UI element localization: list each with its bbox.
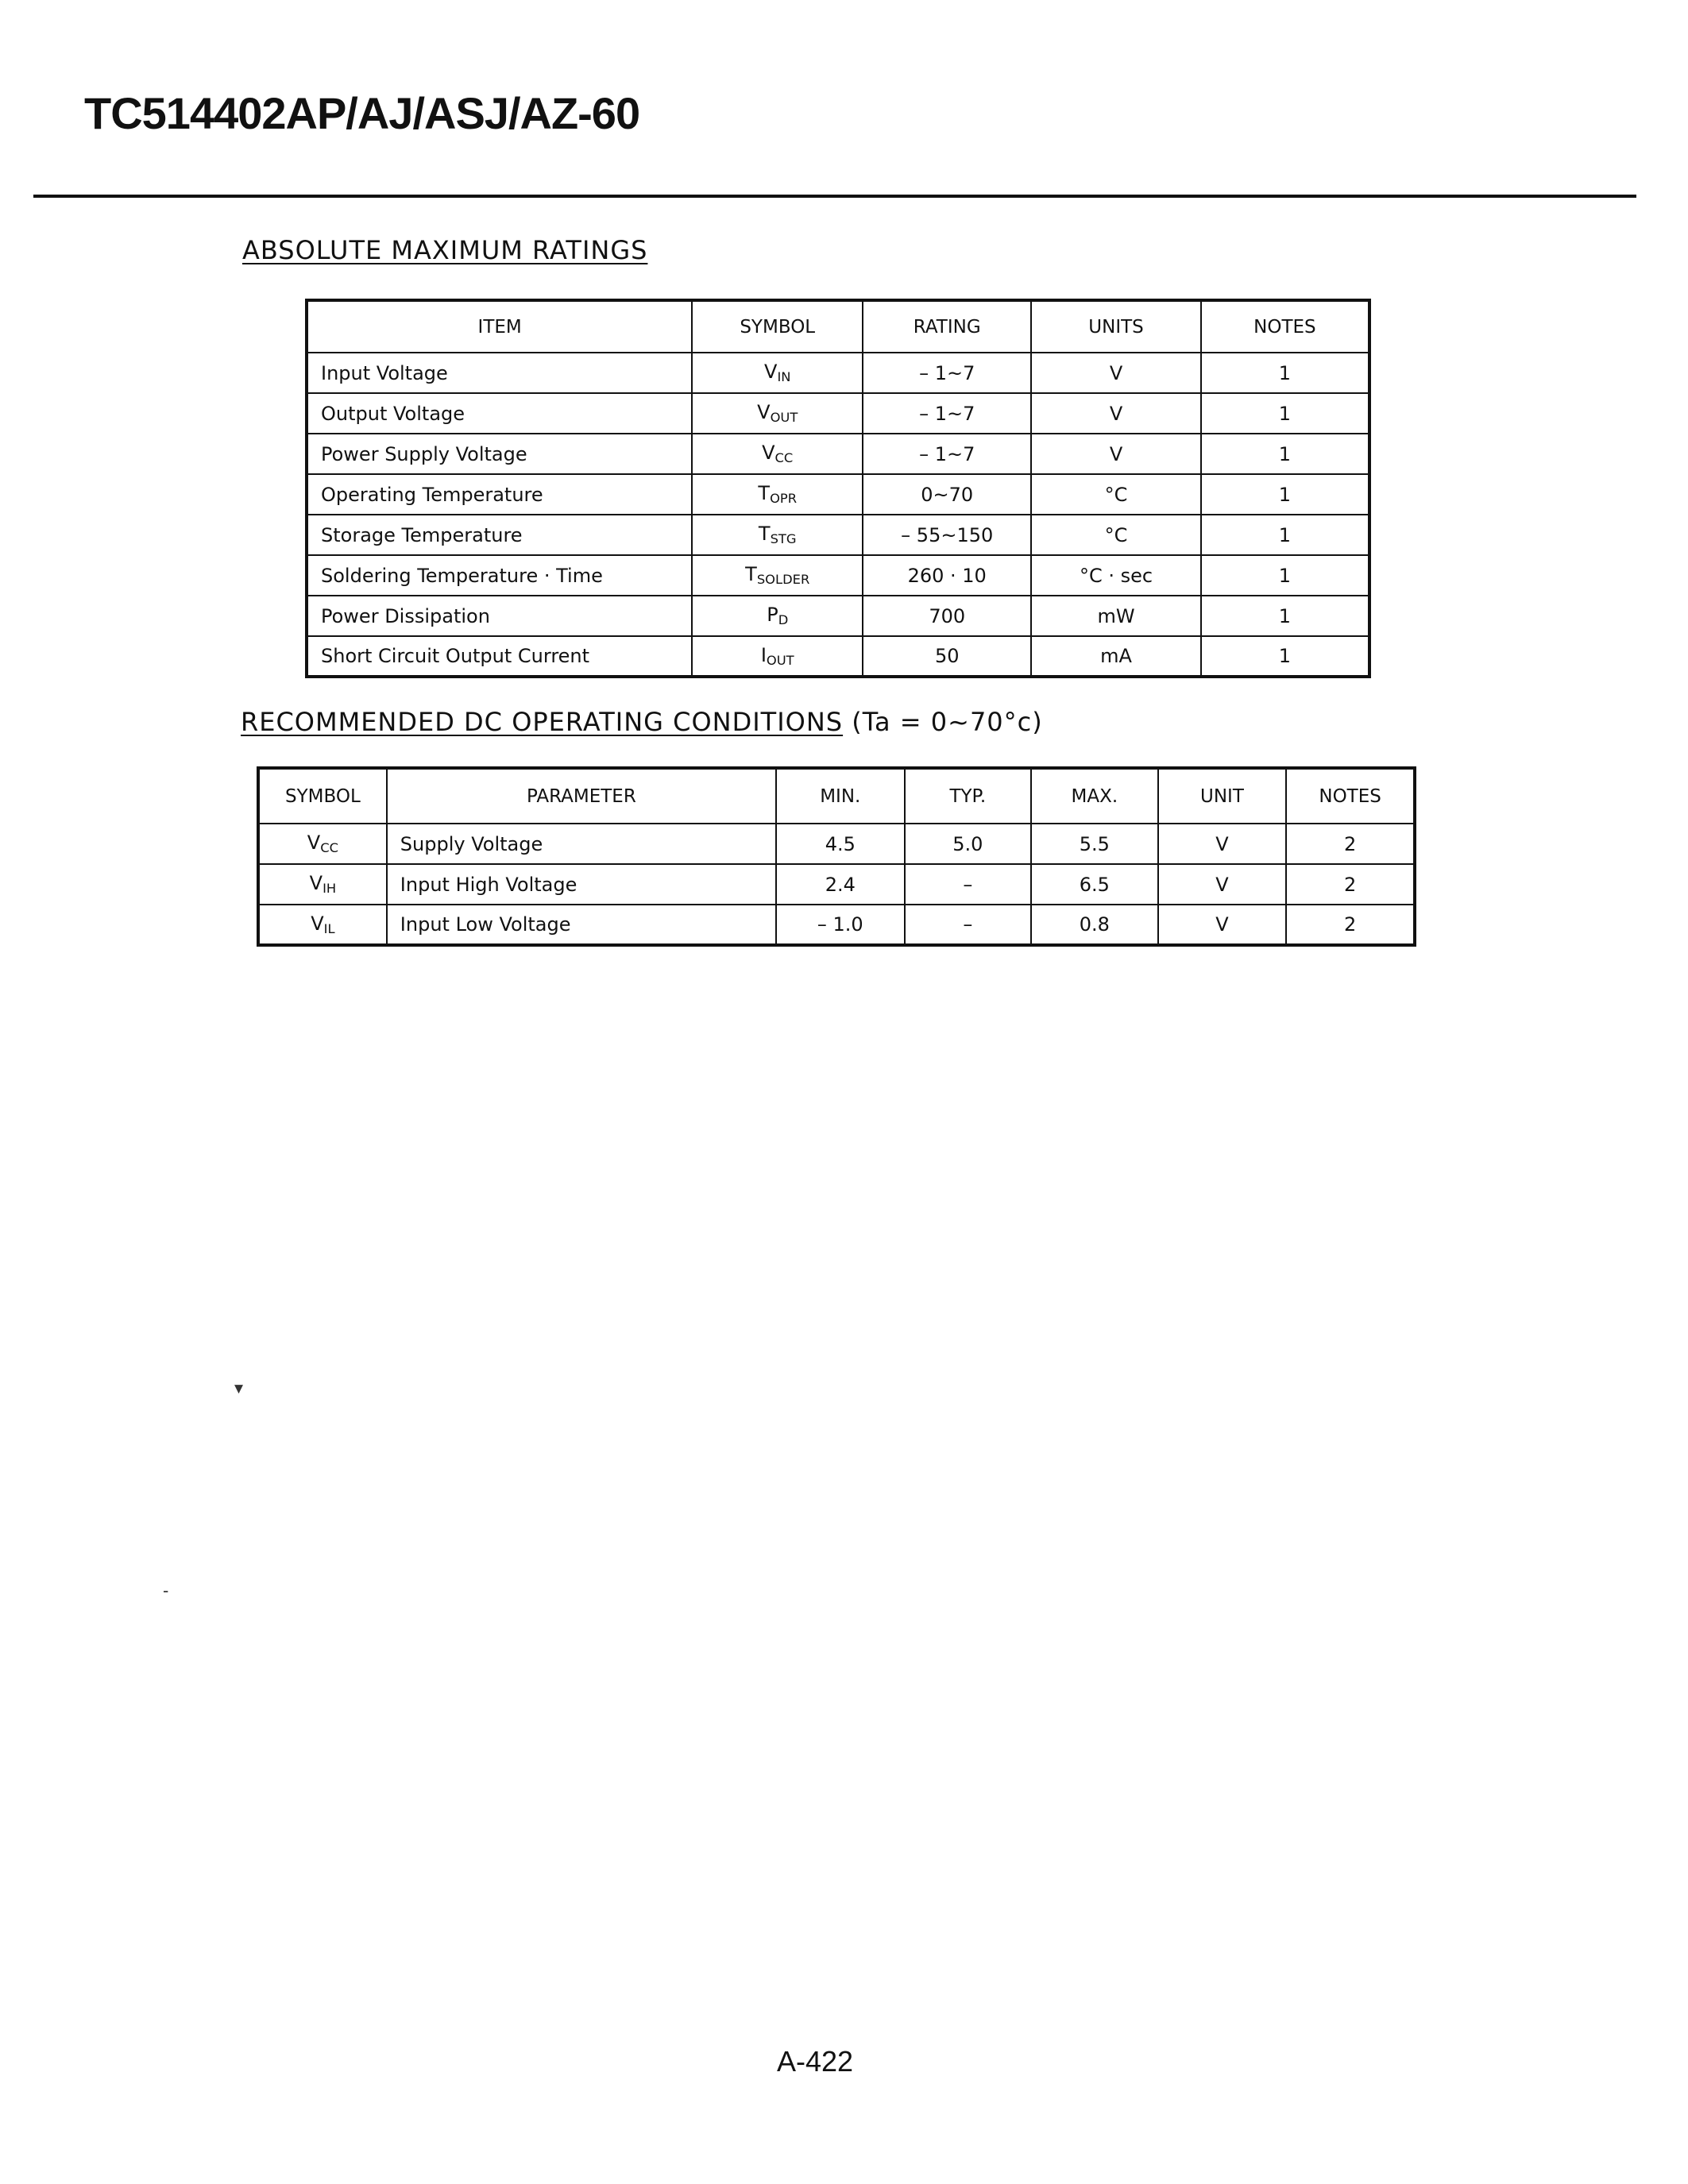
notes-cell: 2	[1286, 864, 1415, 905]
table-header-row	[258, 768, 1415, 824]
symbol-cell: $I_{OUT}$	[692, 636, 863, 677]
symbol-cell: $T_{SOLDER}$	[692, 555, 863, 596]
parameter-cell: Supply Voltage	[387, 824, 776, 864]
notes-cell: 2	[1286, 905, 1415, 945]
table-header-row	[307, 300, 1369, 353]
column-header: NOTES	[1286, 768, 1415, 824]
column-header: NOTES	[1201, 300, 1369, 353]
symbol-cell: $V_{IL}$	[258, 905, 387, 945]
notes-cell: 1	[1201, 555, 1369, 596]
rating-cell: 260 · 10	[863, 555, 1031, 596]
notes-cell: 1	[1201, 636, 1369, 677]
rating-cell: – 1~7	[863, 434, 1031, 474]
item-cell: Operating Temperature	[307, 474, 692, 515]
item-cell: Power Supply Voltage	[307, 434, 692, 474]
notes-cell: 2	[1286, 824, 1415, 864]
rating-cell: 50	[863, 636, 1031, 677]
symbol-cell: $V_{CC}$	[692, 434, 863, 474]
min-cell: – 1.0	[776, 905, 905, 945]
item-cell: Input Voltage	[307, 353, 692, 393]
recommended-conditions-heading	[241, 707, 1043, 737]
typ-cell: –	[905, 905, 1032, 945]
column-header: SYMBOL	[258, 768, 387, 824]
table-row	[307, 393, 1369, 434]
table-row	[307, 474, 1369, 515]
unit-cell: V	[1158, 824, 1287, 864]
column-header: MAX.	[1031, 768, 1158, 824]
item-cell: Short Circuit Output Current	[307, 636, 692, 677]
symbol-cell: $T_{OPR}$	[692, 474, 863, 515]
parameter-cell: Input Low Voltage	[387, 905, 776, 945]
absolute-max-ratings-table	[305, 299, 1371, 678]
rating-cell: 700	[863, 596, 1031, 636]
units-cell: V	[1031, 434, 1200, 474]
absolute-max-ratings-heading	[242, 235, 647, 265]
typ-cell: 5.0	[905, 824, 1032, 864]
symbol-cell: $V_{IH}$	[258, 864, 387, 905]
title-divider	[33, 195, 1636, 198]
notes-cell: 1	[1201, 596, 1369, 636]
notes-cell: 1	[1201, 353, 1369, 393]
units-cell: mW	[1031, 596, 1200, 636]
absolute-max-ratings-title: ABSOLUTE MAXIMUM RATINGS	[242, 235, 648, 265]
column-header: SYMBOL	[692, 300, 863, 353]
units-cell: °C	[1031, 515, 1200, 555]
recommended-conditions-condition: (Ta = 0~70°c)	[852, 707, 1043, 737]
table-row	[307, 636, 1369, 677]
notes-cell: 1	[1201, 515, 1369, 555]
rating-cell: – 1~7	[863, 353, 1031, 393]
rating-cell: – 55~150	[863, 515, 1031, 555]
table-row	[307, 515, 1369, 555]
table-row	[307, 353, 1369, 393]
recommended-conditions-title: RECOMMENDED DC OPERATING CONDITIONS	[241, 707, 844, 737]
column-header: PARAMETER	[387, 768, 776, 824]
units-cell: mA	[1031, 636, 1200, 677]
unit-cell: V	[1158, 905, 1287, 945]
item-cell: Output Voltage	[307, 393, 692, 434]
item-cell: Storage Temperature	[307, 515, 692, 555]
column-header: RATING	[863, 300, 1031, 353]
notes-cell: 1	[1201, 434, 1369, 474]
table-row	[307, 596, 1369, 636]
column-header: MIN.	[776, 768, 905, 824]
item-cell: Power Dissipation	[307, 596, 692, 636]
rating-cell: 0~70	[863, 474, 1031, 515]
table-row	[258, 905, 1415, 945]
units-cell: °C	[1031, 474, 1200, 515]
symbol-cell: $T_{STG}$	[692, 515, 863, 555]
units-cell: °C · sec	[1031, 555, 1200, 596]
rating-cell: – 1~7	[863, 393, 1031, 434]
table-row	[258, 824, 1415, 864]
symbol-cell: $P_D$	[692, 596, 863, 636]
typ-cell: –	[905, 864, 1032, 905]
symbol-cell: $V_{CC}$	[258, 824, 387, 864]
item-cell: Soldering Temperature · Time	[307, 555, 692, 596]
column-header: UNIT	[1158, 768, 1287, 824]
notes-cell: 1	[1201, 393, 1369, 434]
unit-cell: V	[1158, 864, 1287, 905]
table-row	[307, 555, 1369, 596]
table-row	[307, 434, 1369, 474]
notes-cell: 1	[1201, 474, 1369, 515]
column-header: ITEM	[307, 300, 692, 353]
parameter-cell: Input High Voltage	[387, 864, 776, 905]
recommended-conditions-table	[257, 766, 1416, 947]
page-number: A-422	[777, 2045, 854, 2078]
units-cell: V	[1031, 353, 1200, 393]
scan-speck: ▾	[234, 1378, 244, 1398]
scan-speck: ‐	[163, 1580, 169, 1600]
symbol-cell: $V_{OUT}$	[692, 393, 863, 434]
symbol-cell: $V_{IN}$	[692, 353, 863, 393]
max-cell: 0.8	[1031, 905, 1158, 945]
column-header: TYP.	[905, 768, 1032, 824]
min-cell: 4.5	[776, 824, 905, 864]
max-cell: 6.5	[1031, 864, 1158, 905]
max-cell: 5.5	[1031, 824, 1158, 864]
document-title: TC514402AP/AJ/ASJ/AZ-60	[84, 88, 640, 138]
table-row	[258, 864, 1415, 905]
min-cell: 2.4	[776, 864, 905, 905]
units-cell: V	[1031, 393, 1200, 434]
column-header: UNITS	[1031, 300, 1200, 353]
